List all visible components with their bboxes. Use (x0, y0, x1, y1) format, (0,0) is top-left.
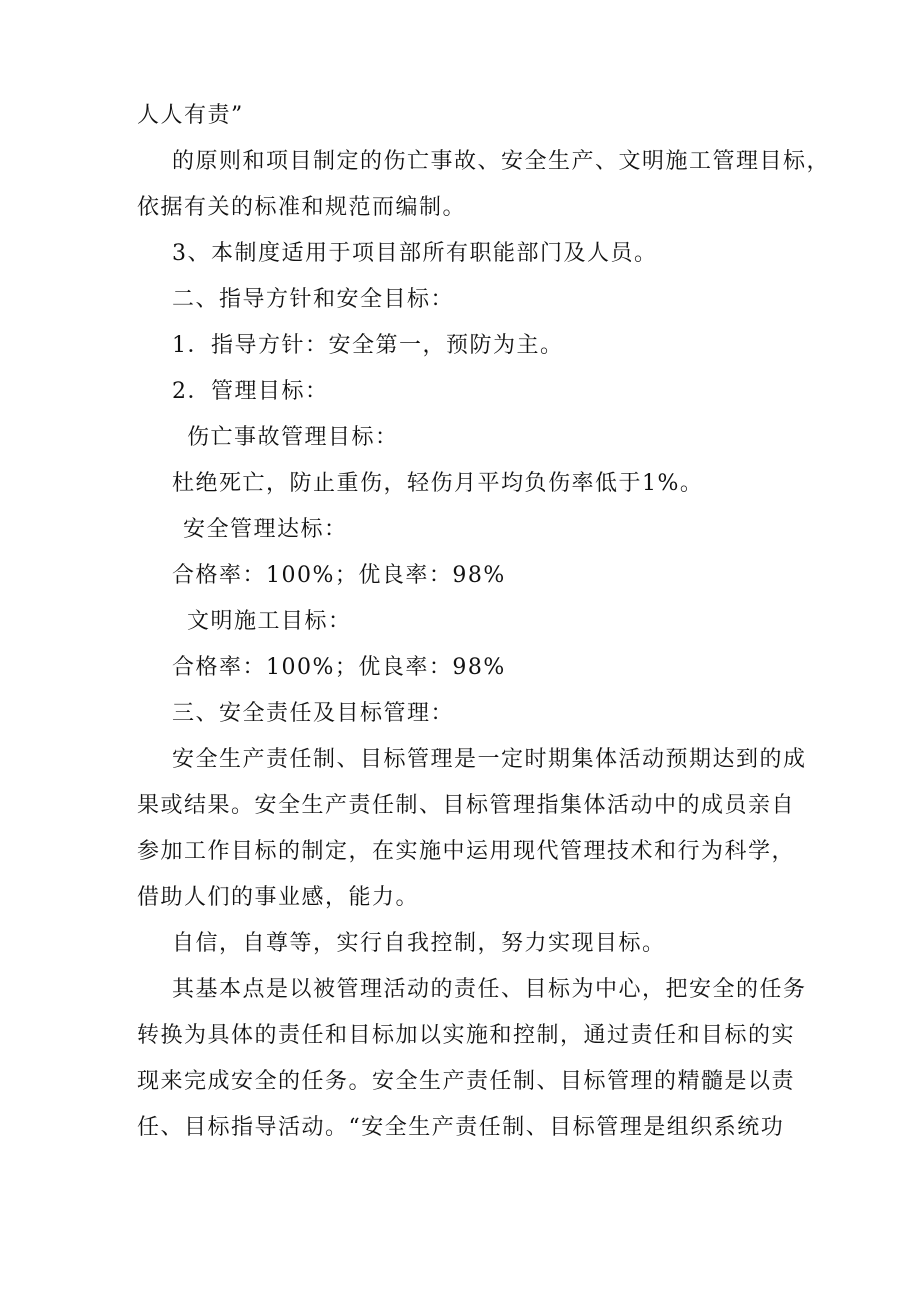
text-line-7: 2．管理目标： (172, 379, 329, 404)
section-heading-3: 三、安全责任及目标管理： (172, 701, 455, 726)
text-line-21: 转换为具体的责任和目标加以实施和控制，通过责任和目标的实 (137, 1023, 796, 1048)
text-line-20: 其基本点是以被管理活动的责任、目标为中心，把安全的任务 (172, 977, 807, 1002)
text-line-8: 伤亡事故管理目标： (187, 425, 399, 450)
text-line-9: 杜绝死亡，防止重伤，轻伤月平均负伤率低于1%。 (172, 471, 704, 496)
text-line-22: 现来完成安全的任务。安全生产责任制、目标管理的精髓是以责 (137, 1069, 796, 1094)
text-line-4: 3、本制度适用于项目部所有职能部门及人员。 (172, 241, 658, 266)
text-line-6: 1．指导方针：安全第一，预防为主。 (172, 333, 564, 358)
text-line-23: 任、目标指导活动。“安全生产责任制、目标管理是组织系统功 (137, 1115, 785, 1140)
text-line-13: 合格率：100%；优良率：98% (172, 655, 506, 680)
text-line-18: 借助人们的事业感，能力。 (137, 885, 420, 910)
text-line-2: 的原则和项目制定的伤亡事故、安全生产、文明施工管理目标， (172, 149, 831, 174)
text-line-1: 人人有责” (137, 103, 244, 128)
text-line-15: 安全生产责任制、目标管理是一定时期集体活动预期达到的成 (172, 747, 807, 772)
text-line-10: 安全管理达标： (183, 517, 348, 542)
text-line-19: 自信，自尊等，实行自我控制，努力实现目标。 (172, 931, 666, 956)
text-line-3: 依据有关的标准和规范而编制。 (137, 195, 467, 220)
text-line-16: 果或结果。安全生产责任制、目标管理指集体活动中的成员亲自 (137, 793, 796, 818)
text-line-11: 合格率：100%；优良率：98% (172, 563, 506, 588)
text-line-12: 文明施工目标： (187, 609, 352, 634)
text-line-17: 参加工作目标的制定，在实施中运用现代管理技术和行为科学， (137, 839, 796, 864)
section-heading-2: 二、指导方针和安全目标： (172, 287, 455, 312)
